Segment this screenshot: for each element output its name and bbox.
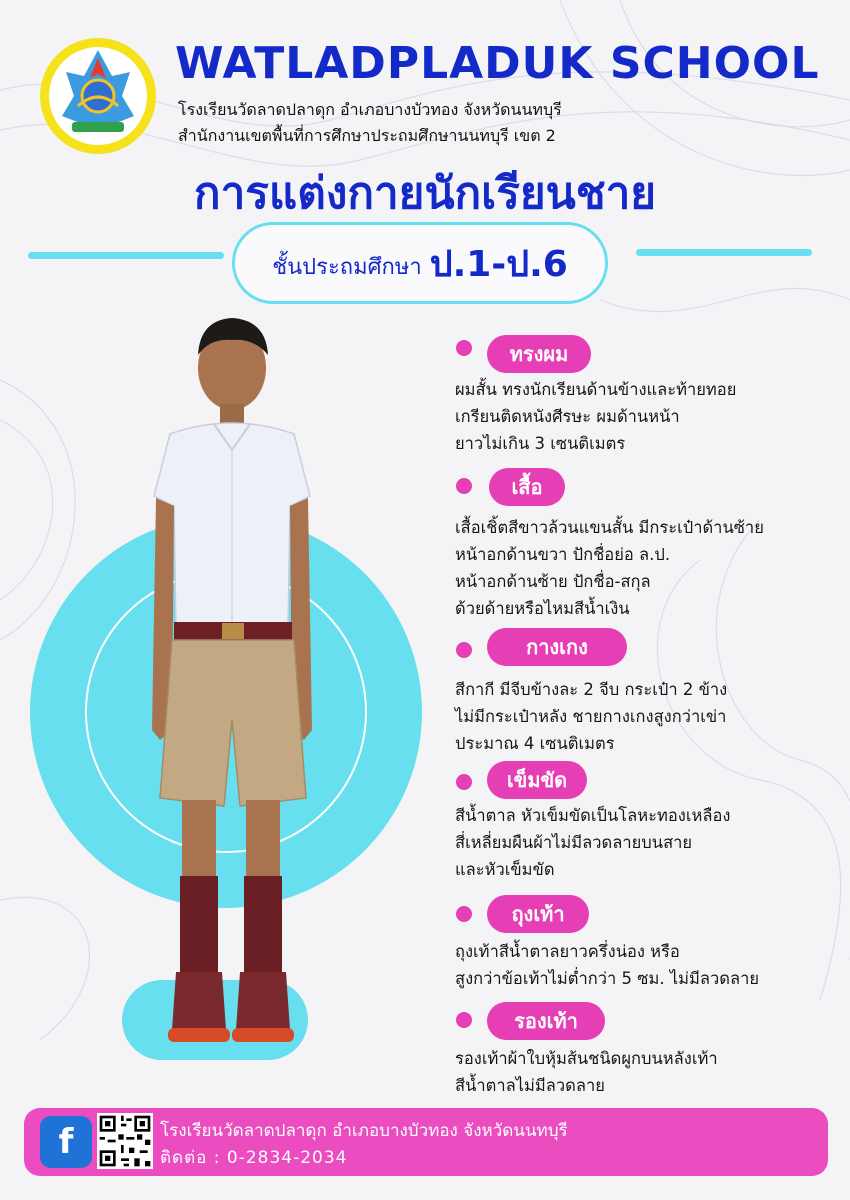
footer-school-name: โรงเรียนวัดลาดปลาดุก อำเภอบางบัวทอง จังหวัดนนทบุรี	[160, 1121, 568, 1141]
qr-code-icon[interactable]	[97, 1113, 153, 1169]
grade-value: ป.1-ป.6	[429, 243, 568, 285]
facebook-icon[interactable]: f	[40, 1116, 92, 1168]
education-district: สำนักงานเขตพื้นที่การศึกษาประถมศึกษานนทบุรี เขต 2	[178, 126, 556, 145]
school-address: โรงเรียนวัดลาดปลาดุก อำเภอบางบัวทอง จังหวัดนนทบุรี	[178, 100, 562, 119]
item-title-socks: ถุงเท้า	[487, 895, 589, 933]
item-desc-trousers: สีกากี มีจีบข้างละ 2 จีบ กระเป๋า 2 ข้าง ไม่มีกระเป๋าหลัง ชายกางเกงสูงกว่าเข่า ประมาณ 4 เซนติเมตร	[455, 680, 728, 753]
grade-label: ชั้นประถมศึกษา	[272, 254, 422, 280]
divider-left	[28, 252, 224, 259]
student-uniform-image	[0, 300, 440, 1070]
bullet-icon	[456, 906, 472, 922]
item-title-shirt: เสื้อ	[489, 468, 565, 506]
page-title: การแต่งกายนักเรียนชาย	[193, 168, 657, 219]
grade-badge	[232, 222, 608, 304]
school-name: WATLADPLADUK SCHOOL	[175, 38, 820, 89]
item-desc-belt: สีน้ำตาล หัวเข็มขัดเป็นโลหะทองเหลือง สี่เหลี่ยมผืนผ้าไม่มีลวดลายบนสาย และหัวเข็มขัด	[455, 806, 731, 879]
item-desc-shirt: เสื้อเชิ้ตสีขาวล้วนแขนสั้น มีกระเป๋าด้านซ้าย หน้าอกด้านขวา ปักชื่อย่อ ล.ป. หน้าอกด้านซ้าย ปักชื่อ-สกุล ด้วยด้ายหรือไหมสีน้ำเงิน	[455, 518, 764, 618]
divider-right	[636, 249, 812, 256]
bullet-icon	[456, 1012, 472, 1028]
item-desc-shoes: รองเท้าผ้าใบหุ้มส้นชนิดผูกบนหลังเท้า สีน้ำตาลไม่มีลวดลาย	[455, 1049, 718, 1095]
bullet-icon	[456, 642, 472, 658]
bullet-icon	[456, 478, 472, 494]
item-title-belt: เข็มขัด	[487, 761, 587, 799]
item-title-shoes: รองเท้า	[487, 1002, 605, 1040]
item-title-hair: ทรงผม	[487, 335, 591, 373]
footer-contact: ติดต่อ : 0-2834-2034	[160, 1148, 348, 1168]
school-emblem-icon	[38, 36, 158, 156]
bullet-icon	[456, 774, 472, 790]
item-title-trousers: กางเกง	[487, 628, 627, 666]
item-desc-socks: ถุงเท้าสีน้ำตาลยาวครึ่งน่อง หรือ สูงกว่าข้อเท้าไม่ต่ำกว่า 5 ซม. ไม่มีลวดลาย	[455, 942, 760, 988]
bullet-icon	[456, 340, 472, 356]
item-desc-hair: ผมสั้น ทรงนักเรียนด้านข้างและท้ายทอย เกรียนติดหนังศีรษะ ผมด้านหน้า ยาวไม่เกิน 3 เซนติเมตร	[455, 380, 737, 453]
